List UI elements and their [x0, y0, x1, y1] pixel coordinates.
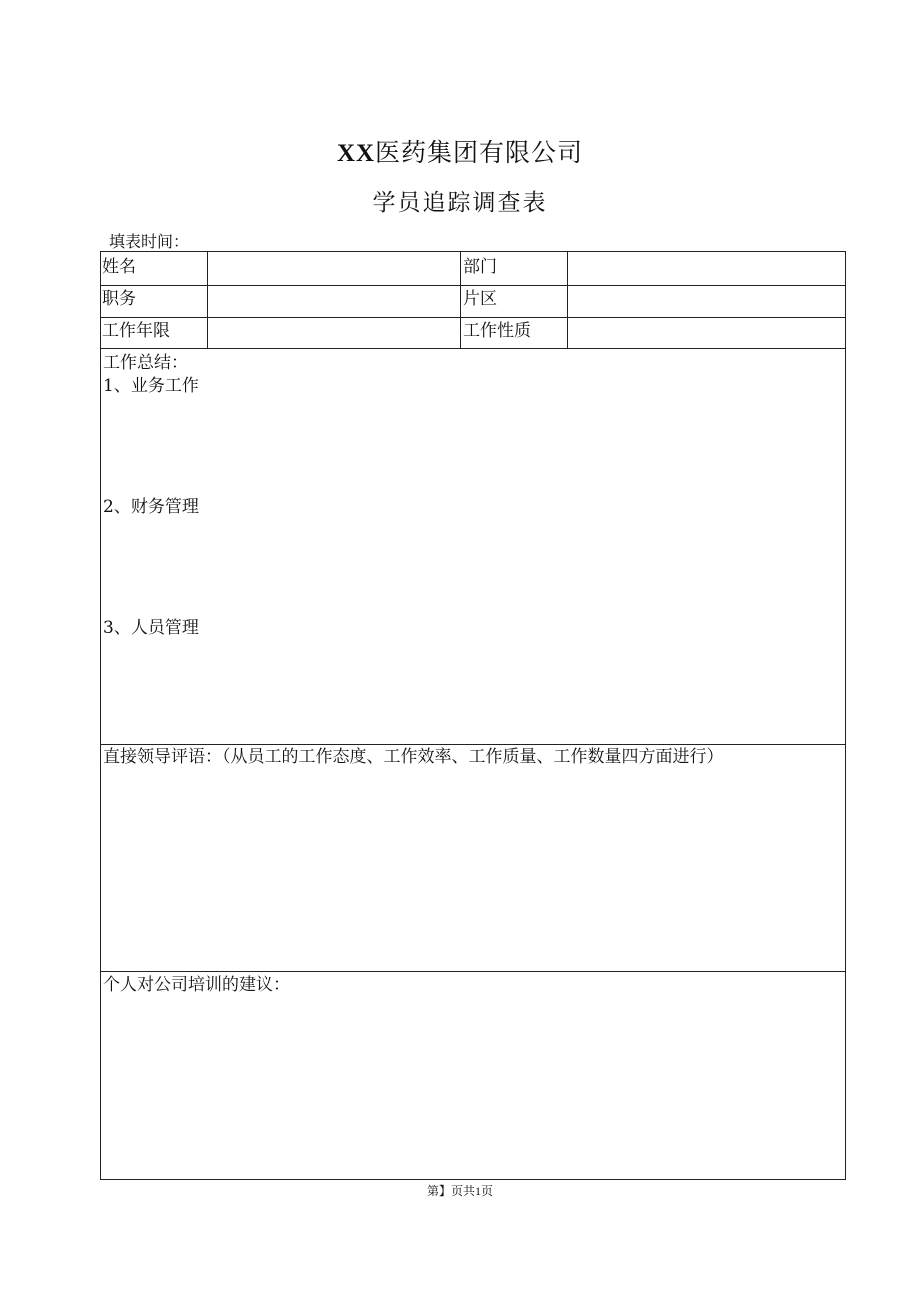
- document-subtitle: 学员追踪调查表: [372, 190, 548, 216]
- column-divider: [567, 252, 568, 348]
- row-divider: [101, 348, 845, 349]
- column-divider: [460, 252, 461, 348]
- row-divider: [101, 285, 845, 286]
- work-nature-label: 工作性质: [463, 321, 531, 341]
- column-divider: [207, 252, 208, 348]
- leader-comment-label: 直接领导评语：（从员工的工作态度、工作效率、工作质量、工作数量四方面进行）: [103, 747, 724, 767]
- section-divider: [101, 971, 845, 972]
- summary-item-finance: 2、财务管理: [103, 497, 199, 517]
- region-label: 片区: [463, 289, 497, 309]
- title-prefix: XX: [336, 140, 376, 167]
- summary-item-personnel: 3、人员管理: [103, 618, 199, 638]
- summary-item-business: 1、业务工作: [103, 376, 199, 396]
- section-divider: [101, 744, 845, 745]
- document-title: [0, 133, 920, 169]
- survey-form: [100, 251, 846, 1180]
- fill-time-label: 填表时间：: [109, 232, 190, 251]
- department-label: 部门: [463, 257, 497, 277]
- name-label: 姓名: [102, 257, 136, 277]
- summary-heading: 工作总结：: [103, 353, 188, 373]
- training-suggestion-label: 个人对公司培训的建议：: [103, 975, 290, 995]
- work-years-label: 工作年限: [102, 321, 170, 341]
- page-number: 第】页共1页: [426, 1184, 493, 1198]
- position-label: 职务: [102, 289, 136, 309]
- row-divider: [101, 317, 845, 318]
- title-company: 医药集团有限公司: [375, 138, 584, 167]
